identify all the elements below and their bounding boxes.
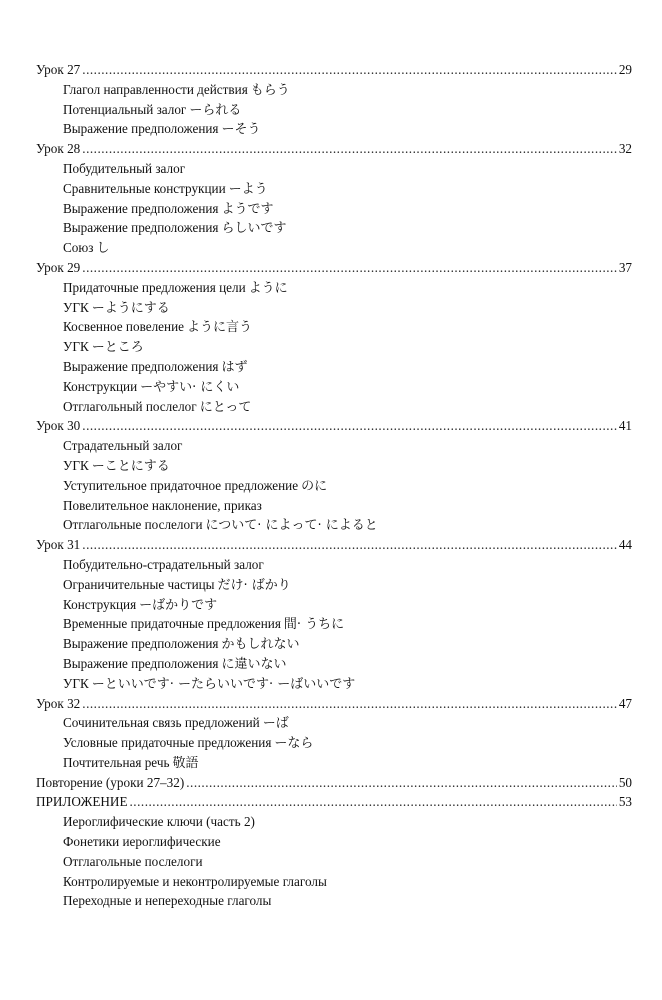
toc-subitem [36, 733, 632, 753]
toc-entry[interactable] [36, 416, 632, 436]
toc-entry-title: Повторение (уроки 27–32) [36, 774, 185, 790]
toc-subitem-japanese: に違いない [221, 656, 287, 672]
table-of-contents [36, 60, 632, 911]
toc-subitem [36, 278, 632, 298]
toc-subitem-japanese: ーば [262, 716, 289, 732]
toc-subitem [36, 634, 632, 654]
toc-entry-page-number: 32 [618, 141, 632, 157]
dot-leader [130, 792, 617, 812]
toc-subitem-text: Отглагольные послелоги [63, 517, 203, 533]
toc-entry-page-number: 50 [618, 774, 632, 790]
toc-subitem [36, 179, 632, 199]
toc-subitem [36, 832, 632, 852]
toc-subitem-text: УГК [63, 457, 89, 473]
toc-subitem-text: Контролируемые и неконтролируемые глаголы [63, 873, 327, 889]
toc-subitem-text: УГК [63, 339, 89, 355]
toc-subitem-text: Отглагольный послелог [63, 398, 197, 414]
toc-subitem-japanese: のに [301, 478, 328, 494]
dot-leader [82, 258, 617, 278]
toc-entry-page-number: 44 [618, 537, 632, 553]
toc-subitem [36, 496, 632, 516]
toc-subitem-japanese: し [96, 241, 110, 257]
toc-subitem [36, 337, 632, 357]
dot-leader [82, 416, 617, 436]
toc-entry-title: Урок 32 [36, 695, 81, 711]
toc-entry-page-number: 47 [618, 695, 632, 711]
toc-subitem [36, 100, 632, 120]
toc-subitem-text: Выражение предположения [63, 121, 219, 137]
toc-subitem-japanese: 間· うちに [283, 617, 345, 633]
toc-subitem [36, 317, 632, 337]
toc-subitem-japanese: ーようにする [91, 300, 170, 316]
toc-subitem-text: Выражение предположения [63, 358, 219, 374]
toc-subitem-text: Глагол направленности действия [63, 81, 248, 97]
toc-subitem-japanese: ーといいです· ーたらいいです· ーばいいです [91, 676, 356, 692]
toc-subitem-japanese: ように [248, 280, 288, 296]
toc-subitem-text: Союз [63, 240, 94, 256]
toc-subitem [36, 397, 632, 417]
toc-subitem [36, 555, 632, 575]
toc-subitem-japanese: 敬語 [172, 755, 199, 771]
toc-subitem-text: Сочинительная связь предложений [63, 715, 260, 731]
toc-subitem-text: Сравнительные конструкции [63, 180, 226, 196]
toc-entry[interactable] [36, 60, 632, 80]
toc-subitem-japanese: ように言う [187, 320, 253, 336]
toc-subitem-text: Почтительная речь [63, 754, 170, 770]
toc-entry[interactable] [36, 258, 632, 278]
toc-entry[interactable] [36, 694, 632, 714]
toc-subitem-text: Условные придаточные предложения [63, 735, 272, 751]
toc-subitem-text: УГК [63, 299, 89, 315]
toc-subitem [36, 891, 632, 911]
toc-subitem-text: Выражение предположения [63, 655, 219, 671]
toc-entry-page-number: 37 [618, 259, 632, 275]
toc-subitem-text: Фонетики иероглифические [63, 834, 221, 850]
toc-subitem [36, 218, 632, 238]
toc-subitem [36, 456, 632, 476]
toc-subitem-japanese: ーばかりです [139, 597, 218, 613]
toc-subitem-japanese: だけ· ばかり [217, 577, 291, 593]
toc-subitem-japanese: ーなら [274, 736, 314, 752]
toc-subitem-japanese: ーことにする [91, 458, 170, 474]
toc-entry[interactable] [36, 139, 632, 159]
toc-subitem-text: Выражение предположения [63, 636, 219, 652]
toc-subitem-text: Отглагольные послелоги [63, 853, 203, 869]
toc-subitem-japanese: ーところ [91, 340, 144, 356]
toc-subitem-text: Ограничительные частицы [63, 576, 215, 592]
toc-subitem-japanese: ーやすい· にくい [140, 379, 240, 395]
toc-subitem-japanese: について· によって· によると [205, 518, 378, 534]
toc-subitem-text: Конструкции [63, 378, 138, 394]
toc-entry-title: Урок 30 [36, 418, 81, 434]
dot-leader [82, 139, 617, 159]
toc-entry[interactable] [36, 773, 632, 793]
toc-subitem-japanese: かもしれない [221, 637, 300, 653]
toc-subitem-text: Конструкция [63, 596, 137, 612]
toc-subitem [36, 575, 632, 595]
toc-subitem [36, 614, 632, 634]
toc-subitem [36, 159, 632, 179]
toc-subitem-text: Страдательный залог [63, 438, 183, 454]
toc-subitem [36, 377, 632, 397]
toc-entry-title: Урок 29 [36, 259, 81, 275]
toc-entry-title: Урок 28 [36, 141, 81, 157]
toc-subitem-text: Иероглифические ключи (часть 2) [63, 814, 255, 830]
toc-entry-title: Урок 27 [36, 62, 81, 77]
toc-subitem [36, 812, 632, 832]
toc-entry-title: Урок 31 [36, 537, 81, 553]
dot-leader [186, 773, 617, 793]
toc-subitem-text: Потенциальный залог [63, 101, 187, 117]
toc-subitem-text: Переходные и непереходные глаголы [63, 893, 272, 909]
toc-subitem [36, 654, 632, 674]
toc-entry[interactable] [36, 535, 632, 555]
toc-subitem [36, 713, 632, 733]
toc-subitem-text: Придаточные предложения цели [63, 279, 246, 295]
toc-subitem [36, 298, 632, 318]
toc-subitem-japanese: ようです [221, 201, 274, 217]
toc-subitem-text: Побудительно-страдательный залог [63, 556, 264, 572]
toc-subitem [36, 238, 632, 258]
toc-subitem [36, 852, 632, 872]
toc-subitem [36, 872, 632, 892]
toc-subitem [36, 595, 632, 615]
toc-subitem [36, 199, 632, 219]
toc-subitem [36, 436, 632, 456]
toc-subitem-japanese: らしいです [221, 221, 287, 237]
toc-subitem-text: Выражение предположения [63, 200, 219, 216]
toc-subitem-text: Косвенное повеление [63, 319, 184, 335]
toc-subitem [36, 80, 632, 100]
toc-subitem [36, 357, 632, 377]
toc-subitem-japanese: にとって [199, 399, 252, 415]
toc-subitem-japanese: もらう [250, 82, 290, 98]
toc-subitem-japanese: ーよう [228, 181, 268, 197]
toc-subitem-japanese: ーそう [221, 122, 261, 138]
toc-subitem-text: Уступительное придаточное предложение [63, 477, 299, 493]
toc-subitem [36, 515, 632, 535]
toc-subitem-text: Временные придаточные предложения [63, 616, 281, 632]
toc-entry-title: ПРИЛОЖЕНИЕ [36, 794, 128, 810]
toc-entry-page-number: 53 [618, 794, 632, 810]
toc-subitem-japanese: はず [221, 359, 248, 375]
toc-subitem [36, 476, 632, 496]
toc-subitem [36, 119, 632, 139]
toc-entry-page-number: 29 [618, 62, 632, 77]
toc-subitem-text: Побудительный залог [63, 160, 186, 176]
toc-subitem-text: Выражение предположения [63, 220, 219, 236]
toc-entry-page-number: 41 [618, 418, 632, 434]
toc-subitem [36, 753, 632, 773]
toc-subitem [36, 674, 632, 694]
dot-leader [82, 60, 617, 80]
toc-subitem-text: Повелительное наклонение, приказ [63, 497, 262, 513]
toc-entry[interactable] [36, 792, 632, 812]
toc-subitem-text: УГК [63, 675, 89, 691]
dot-leader [82, 535, 617, 555]
dot-leader [82, 694, 617, 714]
toc-subitem-japanese: ーられる [189, 102, 242, 118]
